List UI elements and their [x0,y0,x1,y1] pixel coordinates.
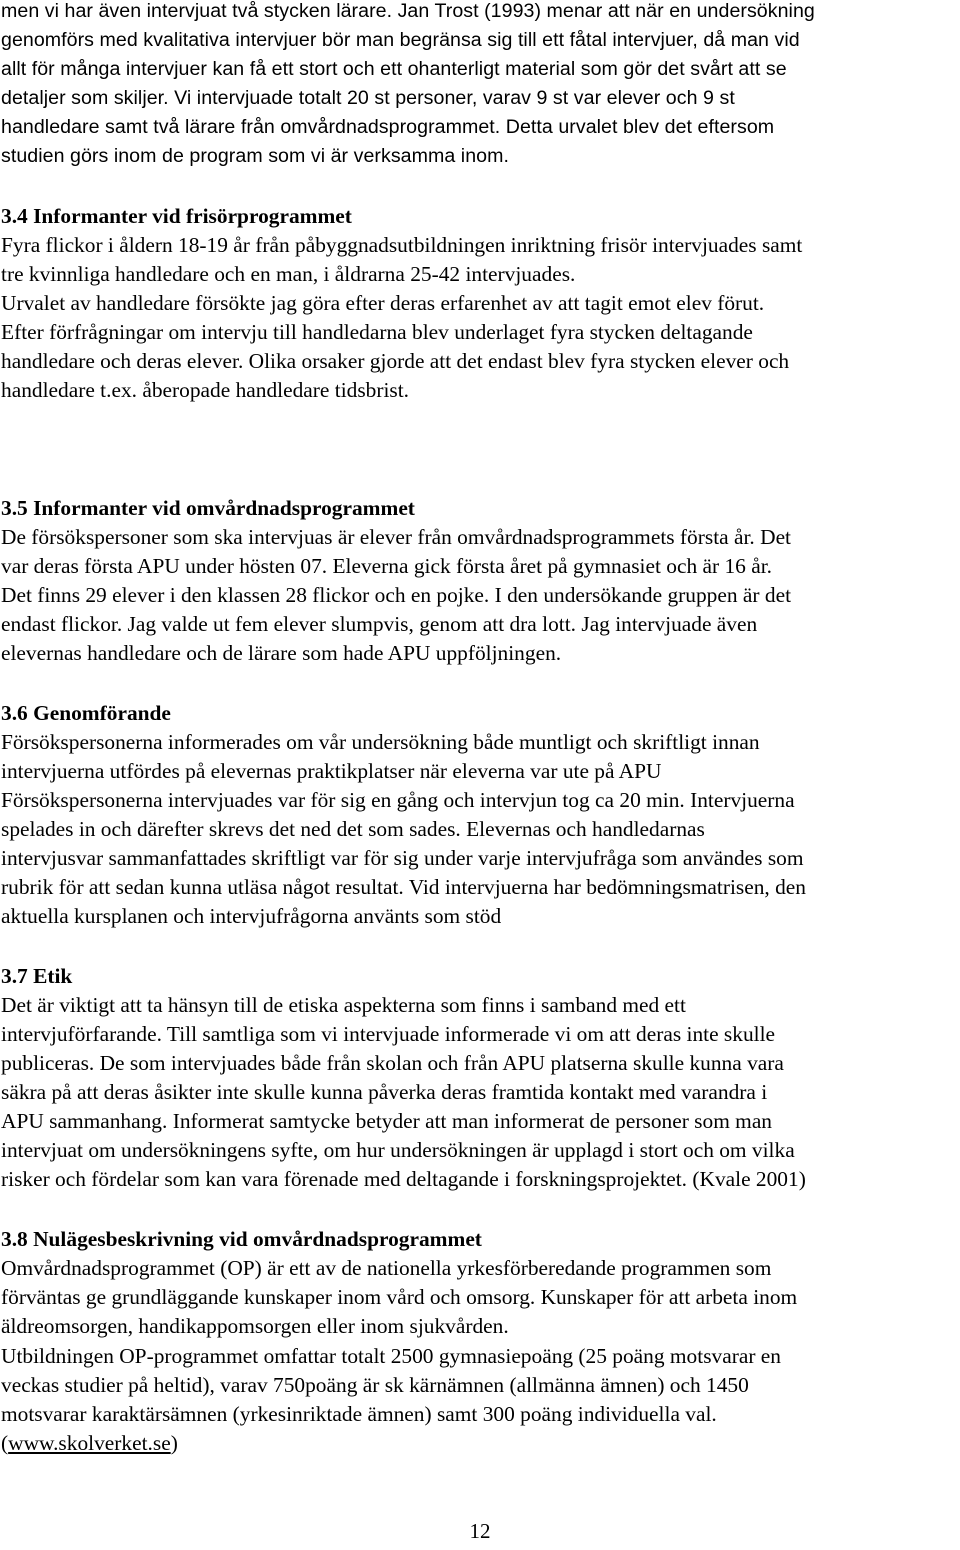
section-3-6-heading: 3.6 Genomförande [1,701,171,725]
section-3-4-line-1: Fyra flickor i åldern 18-19 år från påbyggnadsutbildningen inriktning frisör intervjuades samt [1,233,803,257]
section-3-7-line-7: risker och fördelar som kan vara förenade med deltagande i forskningsprojektet. (Kvale 2001) [1,1167,806,1191]
section-3-5-line-3: Det finns 29 elever i den klassen 28 flickor och en pojke. I den undersökande gruppen är det [1,583,792,607]
section-3-5-heading: 3.5 Informanter vid omvårdnadsprogrammet [1,496,415,520]
page-number: 12 [469,1519,491,1543]
section-3-8-line-6: motsvarar karaktärsämnen (yrkesinriktade ämnen) samt 300 poäng individuella val. [1,1402,717,1426]
skolverket-link[interactable]: www.skolverket.se [8,1431,171,1455]
section-3-5-line-2: var deras första APU under hösten 07. Eleverna gick första året på gymnasiet och är 16 år. [1,554,772,578]
section-3-8-line-3: äldreomsorgen, handikappomsorgen eller inom sjukvården. [1,1314,509,1338]
section-3-4-line-6: handledare t.ex. åberopade handledare tidsbrist. [1,378,410,402]
section-3-4-line-5: handledare och deras elever. Olika orsaker gjorde att det endast blev fyra stycken elever och [1,349,790,373]
source-paren-close: ) [170,1431,178,1455]
source-reference [1,1429,178,1457]
section-3-4-line-2: tre kvinnliga handledare och en man, i åldrarna 25-42 intervjuades. [1,262,576,286]
section-3-8-line-1: Omvårdnadsprogrammet (OP) är ett av de nationella yrkesförberedande programmen som [1,1256,772,1280]
section-3-7-line-2: intervjuförfarande. Till samtliga som vi intervjuade informerade vi om att deras inte skulle [1,1022,776,1046]
section-3-5-line-5: elevernas handledare och de lärare som hade APU uppföljningen. [1,641,562,665]
section-3-4-line-4: Efter förfrågningar om intervju till handledarna blev underlaget fyra stycken deltagande [1,320,753,344]
section-3-6-line-7: aktuella kursplanen och intervjufrågorna använts som stöd [1,904,502,928]
section-3-7-heading: 3.7 Etik [1,964,73,988]
section-3-8-line-2: förväntas ge grundläggande kunskaper inom vård och omsorg. Kunskaper för att arbeta inom [1,1285,798,1309]
section-3-7-line-5: APU sammanhang. Informerat samtycke betyder att man informerat de personer som man [1,1109,773,1133]
intro-line-4: detaljer som skiljer. Vi intervjuade totalt 20 st personer, varav 9 st var elever och 9 st [1,87,735,109]
section-3-8-heading: 3.8 Nulägesbeskrivning vid omvårdnadsprogrammet [1,1227,482,1251]
section-3-6-line-1: Försökspersonerna informerades om vår undersökning både muntligt och skriftligt innan [1,730,760,754]
section-3-7-line-3: publiceras. De som intervjuades både från skolan och från APU platserna skulle kunna vara [1,1051,784,1075]
section-3-6-line-4: spelades in och därefter skrevs det ned det som sades. Elevernas och handledarnas [1,817,705,841]
intro-line-2: genomförs med kvalitativa intervjuer bör man begränsa sig till ett fåtal intervjuer, då man vid [1,29,800,51]
intro-line-5: handledare samt två lärare från omvårdnadsprogrammet. Detta urvalet blev det eftersom [1,116,775,138]
section-3-7-line-1: Det är viktigt att ta hänsyn till de etiska aspekterna som finns i samband med ett [1,993,686,1017]
section-3-6-line-3: Försökspersonerna intervjuades var för sig en gång och intervjun tog ca 20 min. Intervjuerna [1,788,795,812]
section-3-5-line-1: De försökspersoner som ska intervjuas är elever från omvårdnadsprogrammets första år. Det [1,525,792,549]
section-3-6-line-5: intervjusvar sammanfattades skriftligt var för sig under varje intervjufråga som användes som [1,846,804,870]
section-3-8-line-4: Utbildningen OP-programmet omfattar totalt 2500 gymnasiepoäng (25 poäng motsvarar en [1,1344,781,1368]
section-3-7-line-4: säkra på att deras åsikter inte skulle kunna påverka deras framtida kontakt med varandra i [1,1080,768,1104]
section-3-7-line-6: intervjuat om undersökningens syfte, om hur undersökningen är upplagd i stort och om vilka [1,1138,795,1162]
section-3-8-line-5: veckas studier på heltid), varav 750poäng är sk kärnämnen (allmänna ämnen) och 1450 [1,1373,749,1397]
intro-line-1: men vi har även intervjuat två stycken lärare. Jan Trost (1993) menar att när en undersökning [1,0,815,22]
section-3-5-line-4: endast flickor. Jag valde ut fem elever slumpvis, genom att dra lott. Jag intervjuade även [1,612,758,636]
intro-line-6: studien görs inom de program som vi är verksamma inom. [1,145,509,167]
section-3-6-line-2: intervjuerna utfördes på elevernas praktikplatser när eleverna var ute på APU [1,759,662,783]
section-3-6-line-6: rubrik för att sedan kunna utläsa något resultat. Vid intervjuerna har bedömningsmatrisen, den [1,875,806,899]
section-3-4-heading: 3.4 Informanter vid frisörprogrammet [1,204,352,228]
intro-line-3: allt för många intervjuer kan få ett stort och ett ohanterligt material som gör det svårt att se [1,58,787,80]
section-3-4-line-3: Urvalet av handledare försökte jag göra efter deras erfarenhet av att tagit emot elev förut. [1,291,765,315]
source-paren-open: ( [1,1431,9,1455]
